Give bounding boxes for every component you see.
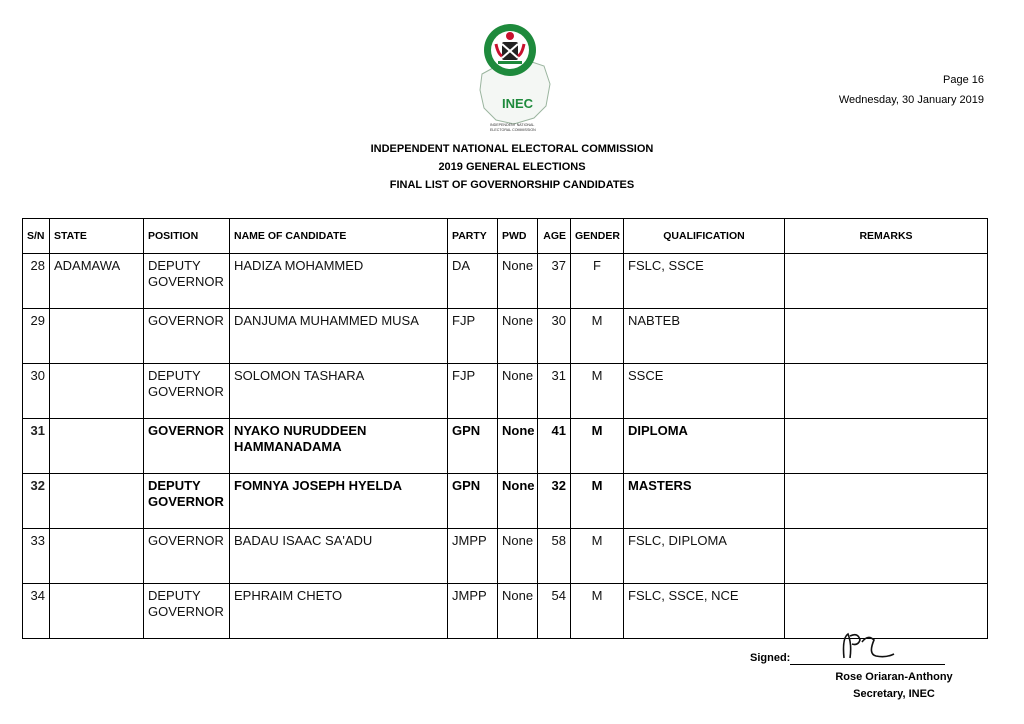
candidates-table: [22, 218, 988, 639]
cell-position: GOVERNOR: [144, 529, 230, 584]
svg-text:ELECTORAL COMMISSION: ELECTORAL COMMISSION: [490, 128, 536, 132]
col-header-pwd: PWD: [498, 219, 538, 254]
cell-gender: M: [571, 529, 624, 584]
cell-party: DA: [448, 254, 498, 309]
cell-qualification: DIPLOMA: [624, 419, 785, 474]
cell-remarks: [785, 529, 988, 584]
cell-remarks: [785, 474, 988, 529]
cell-state: [50, 364, 144, 419]
cell-qualification: FSLC, SSCE, NCE: [624, 584, 785, 639]
cell-age: 32: [538, 474, 571, 529]
col-header-remarks: REMARKS: [785, 219, 988, 254]
cell-pwd: None: [498, 254, 538, 309]
cell-party: FJP: [448, 364, 498, 419]
cell-age: 41: [538, 419, 571, 474]
cell-qualification: MASTERS: [624, 474, 785, 529]
cell-qualification: NABTEB: [624, 309, 785, 364]
cell-gender: M: [571, 309, 624, 364]
cell-party: GPN: [448, 474, 498, 529]
signer-block: [812, 669, 976, 703]
svg-text:INDEPENDENT NATIONAL: INDEPENDENT NATIONAL: [490, 123, 535, 127]
col-header-party: PARTY: [448, 219, 498, 254]
cell-qualification: FSLC, SSCE: [624, 254, 785, 309]
cell-party: FJP: [448, 309, 498, 364]
cell-name: DANJUMA MUHAMMED MUSA: [230, 309, 448, 364]
cell-gender: M: [571, 474, 624, 529]
table-header-row: [23, 219, 988, 254]
cell-party: JMPP: [448, 529, 498, 584]
cell-age: 37: [538, 254, 571, 309]
cell-state: [50, 419, 144, 474]
cell-name: SOLOMON TASHARA: [230, 364, 448, 419]
cell-party: GPN: [448, 419, 498, 474]
cell-name: FOMNYA JOSEPH HYELDA: [230, 474, 448, 529]
cell-gender: F: [571, 254, 624, 309]
cell-state: ADAMAWA: [50, 254, 144, 309]
cell-age: 58: [538, 529, 571, 584]
cell-remarks: [785, 254, 988, 309]
cell-pwd: None: [498, 309, 538, 364]
cell-name: BADAU ISAAC SA'ADU: [230, 529, 448, 584]
cell-state: [50, 309, 144, 364]
signature-mark: [838, 628, 898, 664]
cell-pwd: None: [498, 474, 538, 529]
cell-age: 30: [538, 309, 571, 364]
table-row: [23, 529, 988, 584]
cell-party: JMPP: [448, 584, 498, 639]
table-row: [23, 254, 988, 309]
cell-remarks: [785, 419, 988, 474]
col-header-sn: S/N: [23, 219, 50, 254]
org-title: INDEPENDENT NATIONAL ELECTORAL COMMISSION: [370, 143, 654, 155]
cell-sn: 33: [23, 529, 50, 584]
col-header-state: STATE: [50, 219, 144, 254]
election-title: 2019 GENERAL ELECTIONS: [438, 161, 586, 173]
cell-position: DEPUTY GOVERNOR: [144, 254, 230, 309]
cell-remarks: [785, 364, 988, 419]
table-row: [23, 419, 988, 474]
cell-position: GOVERNOR: [144, 309, 230, 364]
cell-pwd: None: [498, 529, 538, 584]
cell-gender: M: [571, 419, 624, 474]
document-date: Wednesday, 30 January 2019: [838, 94, 984, 106]
cell-sn: 32: [23, 474, 50, 529]
cell-name: EPHRAIM CHETO: [230, 584, 448, 639]
cell-sn: 29: [23, 309, 50, 364]
cell-position: DEPUTY GOVERNOR: [144, 364, 230, 419]
col-header-position: POSITION: [144, 219, 230, 254]
cell-age: 31: [538, 364, 571, 419]
cell-state: [50, 474, 144, 529]
signature-line: [790, 664, 945, 665]
cell-name: NYAKO NURUDDEEN HAMMANADAMA: [230, 419, 448, 474]
cell-qualification: FSLC, DIPLOMA: [624, 529, 785, 584]
signer-title: Secretary, INEC: [853, 688, 935, 700]
signed-label: Signed:: [750, 652, 791, 664]
cell-gender: M: [571, 584, 624, 639]
svg-text:INEC: INEC: [502, 96, 534, 111]
cell-sn: 34: [23, 584, 50, 639]
document-headings: [0, 140, 1024, 194]
col-header-name: NAME OF CANDIDATE: [230, 219, 448, 254]
page-info: [839, 70, 984, 110]
list-title: FINAL LIST OF GOVERNORSHIP CANDIDATES: [389, 179, 635, 191]
col-header-qualification: QUALIFICATION: [624, 219, 785, 254]
cell-state: [50, 529, 144, 584]
cell-qualification: SSCE: [624, 364, 785, 419]
cell-state: [50, 584, 144, 639]
cell-sn: 30: [23, 364, 50, 419]
cell-pwd: None: [498, 364, 538, 419]
signer-name: Rose Oriaran-Anthony: [835, 671, 953, 683]
cell-name: HADIZA MOHAMMED: [230, 254, 448, 309]
table-row: [23, 474, 988, 529]
cell-age: 54: [538, 584, 571, 639]
cell-pwd: None: [498, 584, 538, 639]
cell-pwd: None: [498, 419, 538, 474]
cell-sn: 31: [23, 419, 50, 474]
cell-position: DEPUTY GOVERNOR: [144, 584, 230, 639]
table-row: [23, 364, 988, 419]
col-header-gender: GENDER: [571, 219, 624, 254]
cell-position: DEPUTY GOVERNOR: [144, 474, 230, 529]
page-number: Page 16: [943, 74, 984, 86]
cell-gender: M: [571, 364, 624, 419]
cell-sn: 28: [23, 254, 50, 309]
col-header-age: AGE: [538, 219, 571, 254]
cell-position: GOVERNOR: [144, 419, 230, 474]
table-row: [23, 309, 988, 364]
inec-logo: [474, 22, 554, 140]
cell-remarks: [785, 309, 988, 364]
